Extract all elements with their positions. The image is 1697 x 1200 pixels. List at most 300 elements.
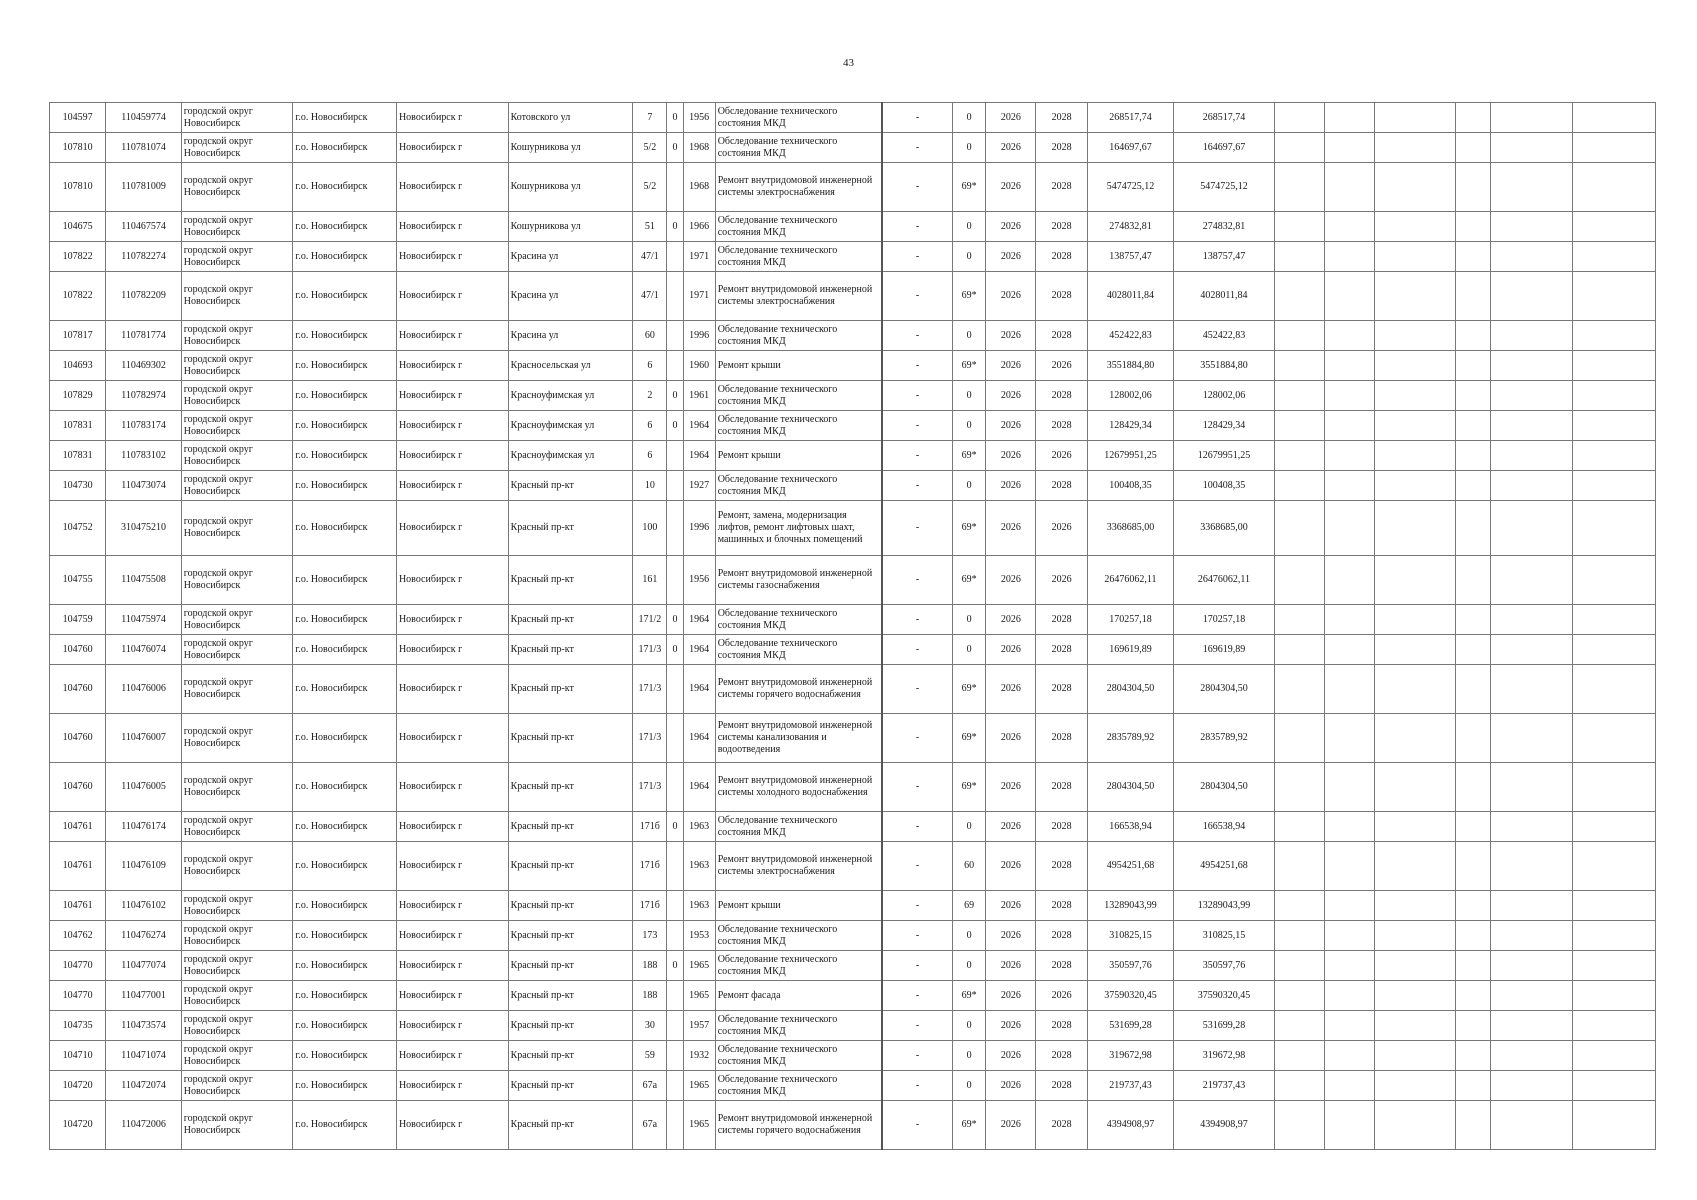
row-id: 104720 xyxy=(50,1101,106,1150)
start-year: 2026 xyxy=(986,133,1036,163)
empty-cell xyxy=(1490,441,1572,471)
empty-cell xyxy=(1490,1101,1572,1150)
end-year: 2026 xyxy=(1036,556,1087,605)
empty-cell xyxy=(1274,1011,1324,1041)
cost: 100408,35 xyxy=(1087,471,1173,501)
korpus xyxy=(667,163,683,212)
empty-cell xyxy=(1455,921,1490,951)
dash-cell: - xyxy=(882,351,952,381)
district: городской округ Новосибирск xyxy=(181,951,293,981)
municipality: г.о. Новосибирск xyxy=(293,981,397,1011)
empty-cell xyxy=(1455,163,1490,212)
build-year: 1966 xyxy=(683,212,715,242)
total-cost: 4028011,84 xyxy=(1174,272,1275,321)
dash-cell: - xyxy=(882,1041,952,1071)
dash-cell: - xyxy=(882,411,952,441)
work-type: Ремонт внутридомовой инженерной системы электроснабжения xyxy=(715,163,882,212)
cost: 4954251,68 xyxy=(1087,842,1173,891)
empty-cell xyxy=(1490,1011,1572,1041)
empty-cell xyxy=(1375,1101,1455,1150)
page-number: 43 xyxy=(843,57,854,69)
table-row xyxy=(50,1011,1656,1041)
city: Новосибирск г xyxy=(396,351,508,381)
empty-cell xyxy=(1490,351,1572,381)
house-number: 171б xyxy=(633,842,667,891)
street: Красноуфимская ул xyxy=(508,381,633,411)
empty-cell xyxy=(1573,321,1656,351)
cost: 170257,18 xyxy=(1087,605,1173,635)
house-number: 7 xyxy=(633,103,667,133)
total-cost: 26476062,11 xyxy=(1174,556,1275,605)
work-type: Ремонт внутридомовой инженерной системы холодного водоснабжения xyxy=(715,763,882,812)
empty-cell xyxy=(1325,501,1375,556)
street: Красный пр-кт xyxy=(508,951,633,981)
empty-cell xyxy=(1573,501,1656,556)
row-id: 104752 xyxy=(50,501,106,556)
table-row xyxy=(50,714,1656,763)
empty-cell xyxy=(1573,921,1656,951)
municipality: г.о. Новосибирск xyxy=(293,212,397,242)
cost: 12679951,25 xyxy=(1087,441,1173,471)
municipality: г.о. Новосибирск xyxy=(293,381,397,411)
empty-cell xyxy=(1274,1041,1324,1071)
work-type: Обследование технического состояния МКД xyxy=(715,605,882,635)
row-id: 104730 xyxy=(50,471,106,501)
end-year: 2028 xyxy=(1036,272,1087,321)
work-type: Обследование технического состояния МКД xyxy=(715,812,882,842)
start-year: 2026 xyxy=(986,351,1036,381)
work-type: Ремонт крыши xyxy=(715,351,882,381)
empty-cell xyxy=(1573,812,1656,842)
empty-cell xyxy=(1573,951,1656,981)
municipality: г.о. Новосибирск xyxy=(293,411,397,441)
house-number: 30 xyxy=(633,1011,667,1041)
total-cost: 2835789,92 xyxy=(1174,714,1275,763)
work-code: 110782274 xyxy=(106,242,181,272)
build-year: 1963 xyxy=(683,812,715,842)
city: Новосибирск г xyxy=(396,842,508,891)
empty-cell xyxy=(1573,842,1656,891)
empty-cell xyxy=(1573,665,1656,714)
district: городской округ Новосибирск xyxy=(181,763,293,812)
empty-cell xyxy=(1455,812,1490,842)
city: Новосибирск г xyxy=(396,665,508,714)
cost: 4028011,84 xyxy=(1087,272,1173,321)
empty-cell xyxy=(1325,635,1375,665)
percent: 0 xyxy=(953,635,986,665)
empty-cell xyxy=(1573,242,1656,272)
district: городской округ Новосибирск xyxy=(181,321,293,351)
row-id: 104761 xyxy=(50,812,106,842)
end-year: 2026 xyxy=(1036,351,1087,381)
district: городской округ Новосибирск xyxy=(181,1101,293,1150)
district: городской округ Новосибирск xyxy=(181,163,293,212)
work-type: Ремонт внутридомовой инженерной системы горячего водоснабжения xyxy=(715,665,882,714)
empty-cell xyxy=(1375,103,1455,133)
work-code: 110473074 xyxy=(106,471,181,501)
empty-cell xyxy=(1325,556,1375,605)
table-row xyxy=(50,891,1656,921)
district: городской округ Новосибирск xyxy=(181,133,293,163)
percent: 0 xyxy=(953,921,986,951)
district: городской округ Новосибирск xyxy=(181,981,293,1011)
cost: 531699,28 xyxy=(1087,1011,1173,1041)
build-year: 1960 xyxy=(683,351,715,381)
total-cost: 128002,06 xyxy=(1174,381,1275,411)
house-number: 10 xyxy=(633,471,667,501)
korpus: 0 xyxy=(667,133,683,163)
house-number: 6 xyxy=(633,351,667,381)
korpus xyxy=(667,1011,683,1041)
district: городской округ Новосибирск xyxy=(181,605,293,635)
empty-cell xyxy=(1375,471,1455,501)
empty-cell xyxy=(1573,1101,1656,1150)
work-code: 110476109 xyxy=(106,842,181,891)
percent: 69* xyxy=(953,163,986,212)
dash-cell: - xyxy=(882,605,952,635)
municipality: г.о. Новосибирск xyxy=(293,103,397,133)
work-type: Ремонт внутридомовой инженерной системы электроснабжения xyxy=(715,272,882,321)
empty-cell xyxy=(1490,665,1572,714)
house-number: 171/3 xyxy=(633,714,667,763)
city: Новосибирск г xyxy=(396,1101,508,1150)
start-year: 2026 xyxy=(986,951,1036,981)
work-type: Ремонт крыши xyxy=(715,441,882,471)
empty-cell xyxy=(1325,163,1375,212)
empty-cell xyxy=(1455,951,1490,981)
empty-cell xyxy=(1455,381,1490,411)
percent: 0 xyxy=(953,321,986,351)
cost: 13289043,99 xyxy=(1087,891,1173,921)
percent: 0 xyxy=(953,212,986,242)
work-type: Ремонт внутридомовой инженерной системы газоснабжения xyxy=(715,556,882,605)
district: городской округ Новосибирск xyxy=(181,842,293,891)
total-cost: 350597,76 xyxy=(1174,951,1275,981)
house-number: 67а xyxy=(633,1101,667,1150)
end-year: 2028 xyxy=(1036,665,1087,714)
start-year: 2026 xyxy=(986,714,1036,763)
empty-cell xyxy=(1325,921,1375,951)
street: Красный пр-кт xyxy=(508,842,633,891)
empty-cell xyxy=(1573,411,1656,441)
city: Новосибирск г xyxy=(396,272,508,321)
cost: 319672,98 xyxy=(1087,1041,1173,1071)
district: городской округ Новосибирск xyxy=(181,242,293,272)
percent: 69 xyxy=(953,891,986,921)
percent: 69* xyxy=(953,441,986,471)
empty-cell xyxy=(1325,763,1375,812)
street: Красный пр-кт xyxy=(508,665,633,714)
empty-cell xyxy=(1375,921,1455,951)
empty-cell xyxy=(1325,351,1375,381)
empty-cell xyxy=(1573,381,1656,411)
house-number: 171б xyxy=(633,812,667,842)
empty-cell xyxy=(1274,763,1324,812)
district: городской округ Новосибирск xyxy=(181,714,293,763)
korpus xyxy=(667,842,683,891)
house-number: 60 xyxy=(633,321,667,351)
start-year: 2026 xyxy=(986,242,1036,272)
empty-cell xyxy=(1490,381,1572,411)
city: Новосибирск г xyxy=(396,891,508,921)
dash-cell: - xyxy=(882,441,952,471)
row-id: 104760 xyxy=(50,635,106,665)
build-year: 1965 xyxy=(683,1101,715,1150)
korpus: 0 xyxy=(667,635,683,665)
build-year: 1961 xyxy=(683,381,715,411)
district: городской округ Новосибирск xyxy=(181,381,293,411)
empty-cell xyxy=(1573,981,1656,1011)
table-row xyxy=(50,272,1656,321)
row-id: 104760 xyxy=(50,763,106,812)
korpus xyxy=(667,272,683,321)
empty-cell xyxy=(1490,891,1572,921)
table-row xyxy=(50,981,1656,1011)
total-cost: 5474725,12 xyxy=(1174,163,1275,212)
capital-repair-table xyxy=(49,102,1656,1150)
dash-cell: - xyxy=(882,272,952,321)
district: городской округ Новосибирск xyxy=(181,411,293,441)
street: Кошурникова ул xyxy=(508,163,633,212)
end-year: 2028 xyxy=(1036,133,1087,163)
district: городской округ Новосибирск xyxy=(181,351,293,381)
table-row xyxy=(50,763,1656,812)
empty-cell xyxy=(1490,242,1572,272)
municipality: г.о. Новосибирск xyxy=(293,163,397,212)
korpus xyxy=(667,351,683,381)
city: Новосибирск г xyxy=(396,163,508,212)
work-code: 110459774 xyxy=(106,103,181,133)
house-number: 171/2 xyxy=(633,605,667,635)
start-year: 2026 xyxy=(986,1041,1036,1071)
district: городской округ Новосибирск xyxy=(181,212,293,242)
cost: 169619,89 xyxy=(1087,635,1173,665)
street: Красносельская ул xyxy=(508,351,633,381)
end-year: 2026 xyxy=(1036,441,1087,471)
house-number: 6 xyxy=(633,411,667,441)
korpus: 0 xyxy=(667,212,683,242)
city: Новосибирск г xyxy=(396,921,508,951)
empty-cell xyxy=(1490,1041,1572,1071)
empty-cell xyxy=(1490,951,1572,981)
dash-cell: - xyxy=(882,163,952,212)
end-year: 2028 xyxy=(1036,921,1087,951)
empty-cell xyxy=(1274,1101,1324,1150)
cost: 2804304,50 xyxy=(1087,665,1173,714)
end-year: 2028 xyxy=(1036,842,1087,891)
city: Новосибирск г xyxy=(396,812,508,842)
empty-cell xyxy=(1490,763,1572,812)
empty-cell xyxy=(1375,714,1455,763)
percent: 69* xyxy=(953,351,986,381)
street: Красный пр-кт xyxy=(508,891,633,921)
municipality: г.о. Новосибирск xyxy=(293,501,397,556)
start-year: 2026 xyxy=(986,981,1036,1011)
empty-cell xyxy=(1455,103,1490,133)
build-year: 1964 xyxy=(683,605,715,635)
row-id: 104770 xyxy=(50,951,106,981)
percent: 69* xyxy=(953,763,986,812)
municipality: г.о. Новосибирск xyxy=(293,441,397,471)
empty-cell xyxy=(1455,1101,1490,1150)
street: Красный пр-кт xyxy=(508,921,633,951)
start-year: 2026 xyxy=(986,501,1036,556)
empty-cell xyxy=(1375,212,1455,242)
empty-cell xyxy=(1490,501,1572,556)
build-year: 1965 xyxy=(683,951,715,981)
start-year: 2026 xyxy=(986,556,1036,605)
street: Красный пр-кт xyxy=(508,981,633,1011)
work-code: 110783174 xyxy=(106,411,181,441)
empty-cell xyxy=(1490,635,1572,665)
district: городской округ Новосибирск xyxy=(181,635,293,665)
empty-cell xyxy=(1573,635,1656,665)
dash-cell: - xyxy=(882,1011,952,1041)
korpus xyxy=(667,981,683,1011)
empty-cell xyxy=(1325,381,1375,411)
empty-cell xyxy=(1375,635,1455,665)
build-year: 1957 xyxy=(683,1011,715,1041)
empty-cell xyxy=(1274,133,1324,163)
municipality: г.о. Новосибирск xyxy=(293,921,397,951)
street: Красноуфимская ул xyxy=(508,411,633,441)
empty-cell xyxy=(1573,272,1656,321)
percent: 69* xyxy=(953,714,986,763)
empty-cell xyxy=(1490,103,1572,133)
empty-cell xyxy=(1325,441,1375,471)
korpus xyxy=(667,321,683,351)
work-code: 110783102 xyxy=(106,441,181,471)
percent: 0 xyxy=(953,1041,986,1071)
dash-cell: - xyxy=(882,556,952,605)
cost: 452422,83 xyxy=(1087,321,1173,351)
total-cost: 170257,18 xyxy=(1174,605,1275,635)
work-type: Обследование технического состояния МКД xyxy=(715,133,882,163)
empty-cell xyxy=(1325,981,1375,1011)
table-row xyxy=(50,635,1656,665)
build-year: 1964 xyxy=(683,665,715,714)
empty-cell xyxy=(1375,842,1455,891)
end-year: 2028 xyxy=(1036,605,1087,635)
empty-cell xyxy=(1455,981,1490,1011)
table-row xyxy=(50,163,1656,212)
empty-cell xyxy=(1455,351,1490,381)
percent: 69* xyxy=(953,665,986,714)
build-year: 1971 xyxy=(683,272,715,321)
row-id: 107810 xyxy=(50,163,106,212)
build-year: 1953 xyxy=(683,921,715,951)
build-year: 1968 xyxy=(683,163,715,212)
korpus: 0 xyxy=(667,605,683,635)
city: Новосибирск г xyxy=(396,763,508,812)
empty-cell xyxy=(1375,1071,1455,1101)
cost: 5474725,12 xyxy=(1087,163,1173,212)
end-year: 2028 xyxy=(1036,471,1087,501)
empty-cell xyxy=(1455,501,1490,556)
district: городской округ Новосибирск xyxy=(181,272,293,321)
empty-cell xyxy=(1274,381,1324,411)
city: Новосибирск г xyxy=(396,1041,508,1071)
empty-cell xyxy=(1490,411,1572,441)
work-code: 110472006 xyxy=(106,1101,181,1150)
empty-cell xyxy=(1325,714,1375,763)
start-year: 2026 xyxy=(986,212,1036,242)
empty-cell xyxy=(1274,501,1324,556)
cost: 3551884,80 xyxy=(1087,351,1173,381)
empty-cell xyxy=(1375,351,1455,381)
dash-cell: - xyxy=(882,635,952,665)
district: городской округ Новосибирск xyxy=(181,1041,293,1071)
empty-cell xyxy=(1455,133,1490,163)
empty-cell xyxy=(1274,842,1324,891)
house-number: 171/3 xyxy=(633,763,667,812)
empty-cell xyxy=(1455,842,1490,891)
empty-cell xyxy=(1274,951,1324,981)
dash-cell: - xyxy=(882,381,952,411)
build-year: 1932 xyxy=(683,1041,715,1071)
row-id: 107810 xyxy=(50,133,106,163)
district: городской округ Новосибирск xyxy=(181,103,293,133)
percent: 0 xyxy=(953,812,986,842)
empty-cell xyxy=(1274,441,1324,471)
empty-cell xyxy=(1375,1041,1455,1071)
percent: 0 xyxy=(953,1071,986,1101)
empty-cell xyxy=(1274,321,1324,351)
house-number: 188 xyxy=(633,951,667,981)
cost: 2804304,50 xyxy=(1087,763,1173,812)
empty-cell xyxy=(1375,441,1455,471)
empty-cell xyxy=(1274,163,1324,212)
table-row xyxy=(50,1101,1656,1150)
cost: 310825,15 xyxy=(1087,921,1173,951)
work-code: 110782974 xyxy=(106,381,181,411)
empty-cell xyxy=(1274,212,1324,242)
build-year: 1971 xyxy=(683,242,715,272)
korpus xyxy=(667,471,683,501)
work-type: Обследование технического состояния МКД xyxy=(715,212,882,242)
city: Новосибирск г xyxy=(396,714,508,763)
city: Новосибирск г xyxy=(396,441,508,471)
street: Красина ул xyxy=(508,272,633,321)
table-row xyxy=(50,501,1656,556)
empty-cell xyxy=(1573,212,1656,242)
percent: 0 xyxy=(953,605,986,635)
row-id: 107822 xyxy=(50,272,106,321)
end-year: 2028 xyxy=(1036,1071,1087,1101)
work-type: Обследование технического состояния МКД xyxy=(715,635,882,665)
house-number: 173 xyxy=(633,921,667,951)
cost: 219737,43 xyxy=(1087,1071,1173,1101)
work-type: Обследование технического состояния МКД xyxy=(715,321,882,351)
empty-cell xyxy=(1490,714,1572,763)
total-cost: 37590320,45 xyxy=(1174,981,1275,1011)
dash-cell: - xyxy=(882,133,952,163)
korpus xyxy=(667,441,683,471)
empty-cell xyxy=(1274,471,1324,501)
percent: 0 xyxy=(953,1011,986,1041)
street: Кошурникова ул xyxy=(508,133,633,163)
row-id: 104710 xyxy=(50,1041,106,1071)
empty-cell xyxy=(1375,321,1455,351)
empty-cell xyxy=(1325,133,1375,163)
table-row xyxy=(50,471,1656,501)
empty-cell xyxy=(1573,891,1656,921)
percent: 69* xyxy=(953,556,986,605)
district: городской округ Новосибирск xyxy=(181,891,293,921)
empty-cell xyxy=(1573,763,1656,812)
build-year: 1964 xyxy=(683,635,715,665)
start-year: 2026 xyxy=(986,842,1036,891)
